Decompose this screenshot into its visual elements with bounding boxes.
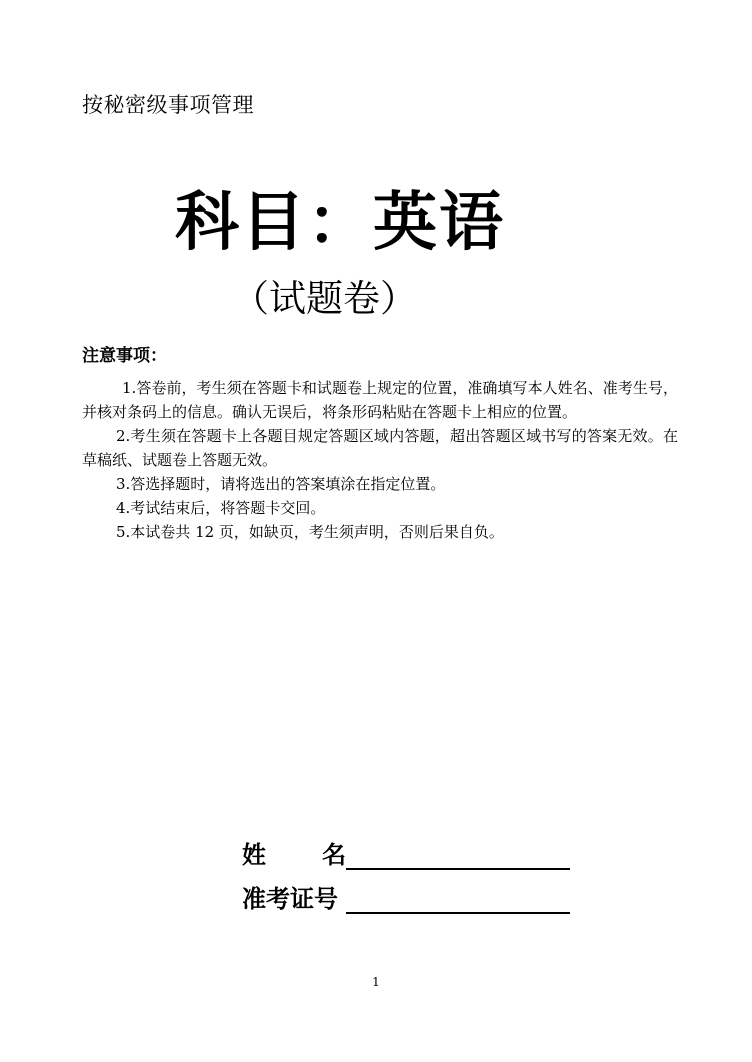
notice-item: 2.考生须在答题卡上各题目规定答题区域内答题，超出答题区域书写的答案无效。在草稿纸、试题卷上答题无效。 <box>82 427 678 469</box>
exam-id-label: 准考证号 <box>242 885 338 913</box>
notice-list <box>82 376 678 544</box>
page-number: 1 <box>372 975 380 989</box>
exam-id-field <box>242 882 570 916</box>
notice-item: 5.本试卷共 12 页，如缺页，考生须声明，否则后果自负。 <box>116 523 504 541</box>
notice-heading: 注意事项： <box>82 346 167 366</box>
notice-item: 1.答卷前，考生须在答题卡和试题卷上规定的位置，准确填写本人姓名、准考生号，并核对条码上的信息。确认无误后，将条形码粘贴在答题卡上相应的位置。 <box>82 379 678 421</box>
notice-item: 4.考试结束后，将答题卡交回。 <box>116 499 326 517</box>
name-blank-line[interactable] <box>346 838 570 870</box>
name-field <box>242 838 570 872</box>
paper-type-label: （试题卷） <box>232 277 417 320</box>
subject-title: 科目：英语 <box>175 186 505 260</box>
name-label-char: 名 <box>322 841 346 869</box>
name-label <box>242 838 346 872</box>
exam-id-blank-line[interactable] <box>346 882 570 914</box>
classification-notice: 按秘密级事项管理 <box>82 93 254 117</box>
notice-item: 3.答选择题时，请将选出的答案填涂在指定位置。 <box>116 475 446 493</box>
name-label-char: 姓 <box>242 841 266 869</box>
